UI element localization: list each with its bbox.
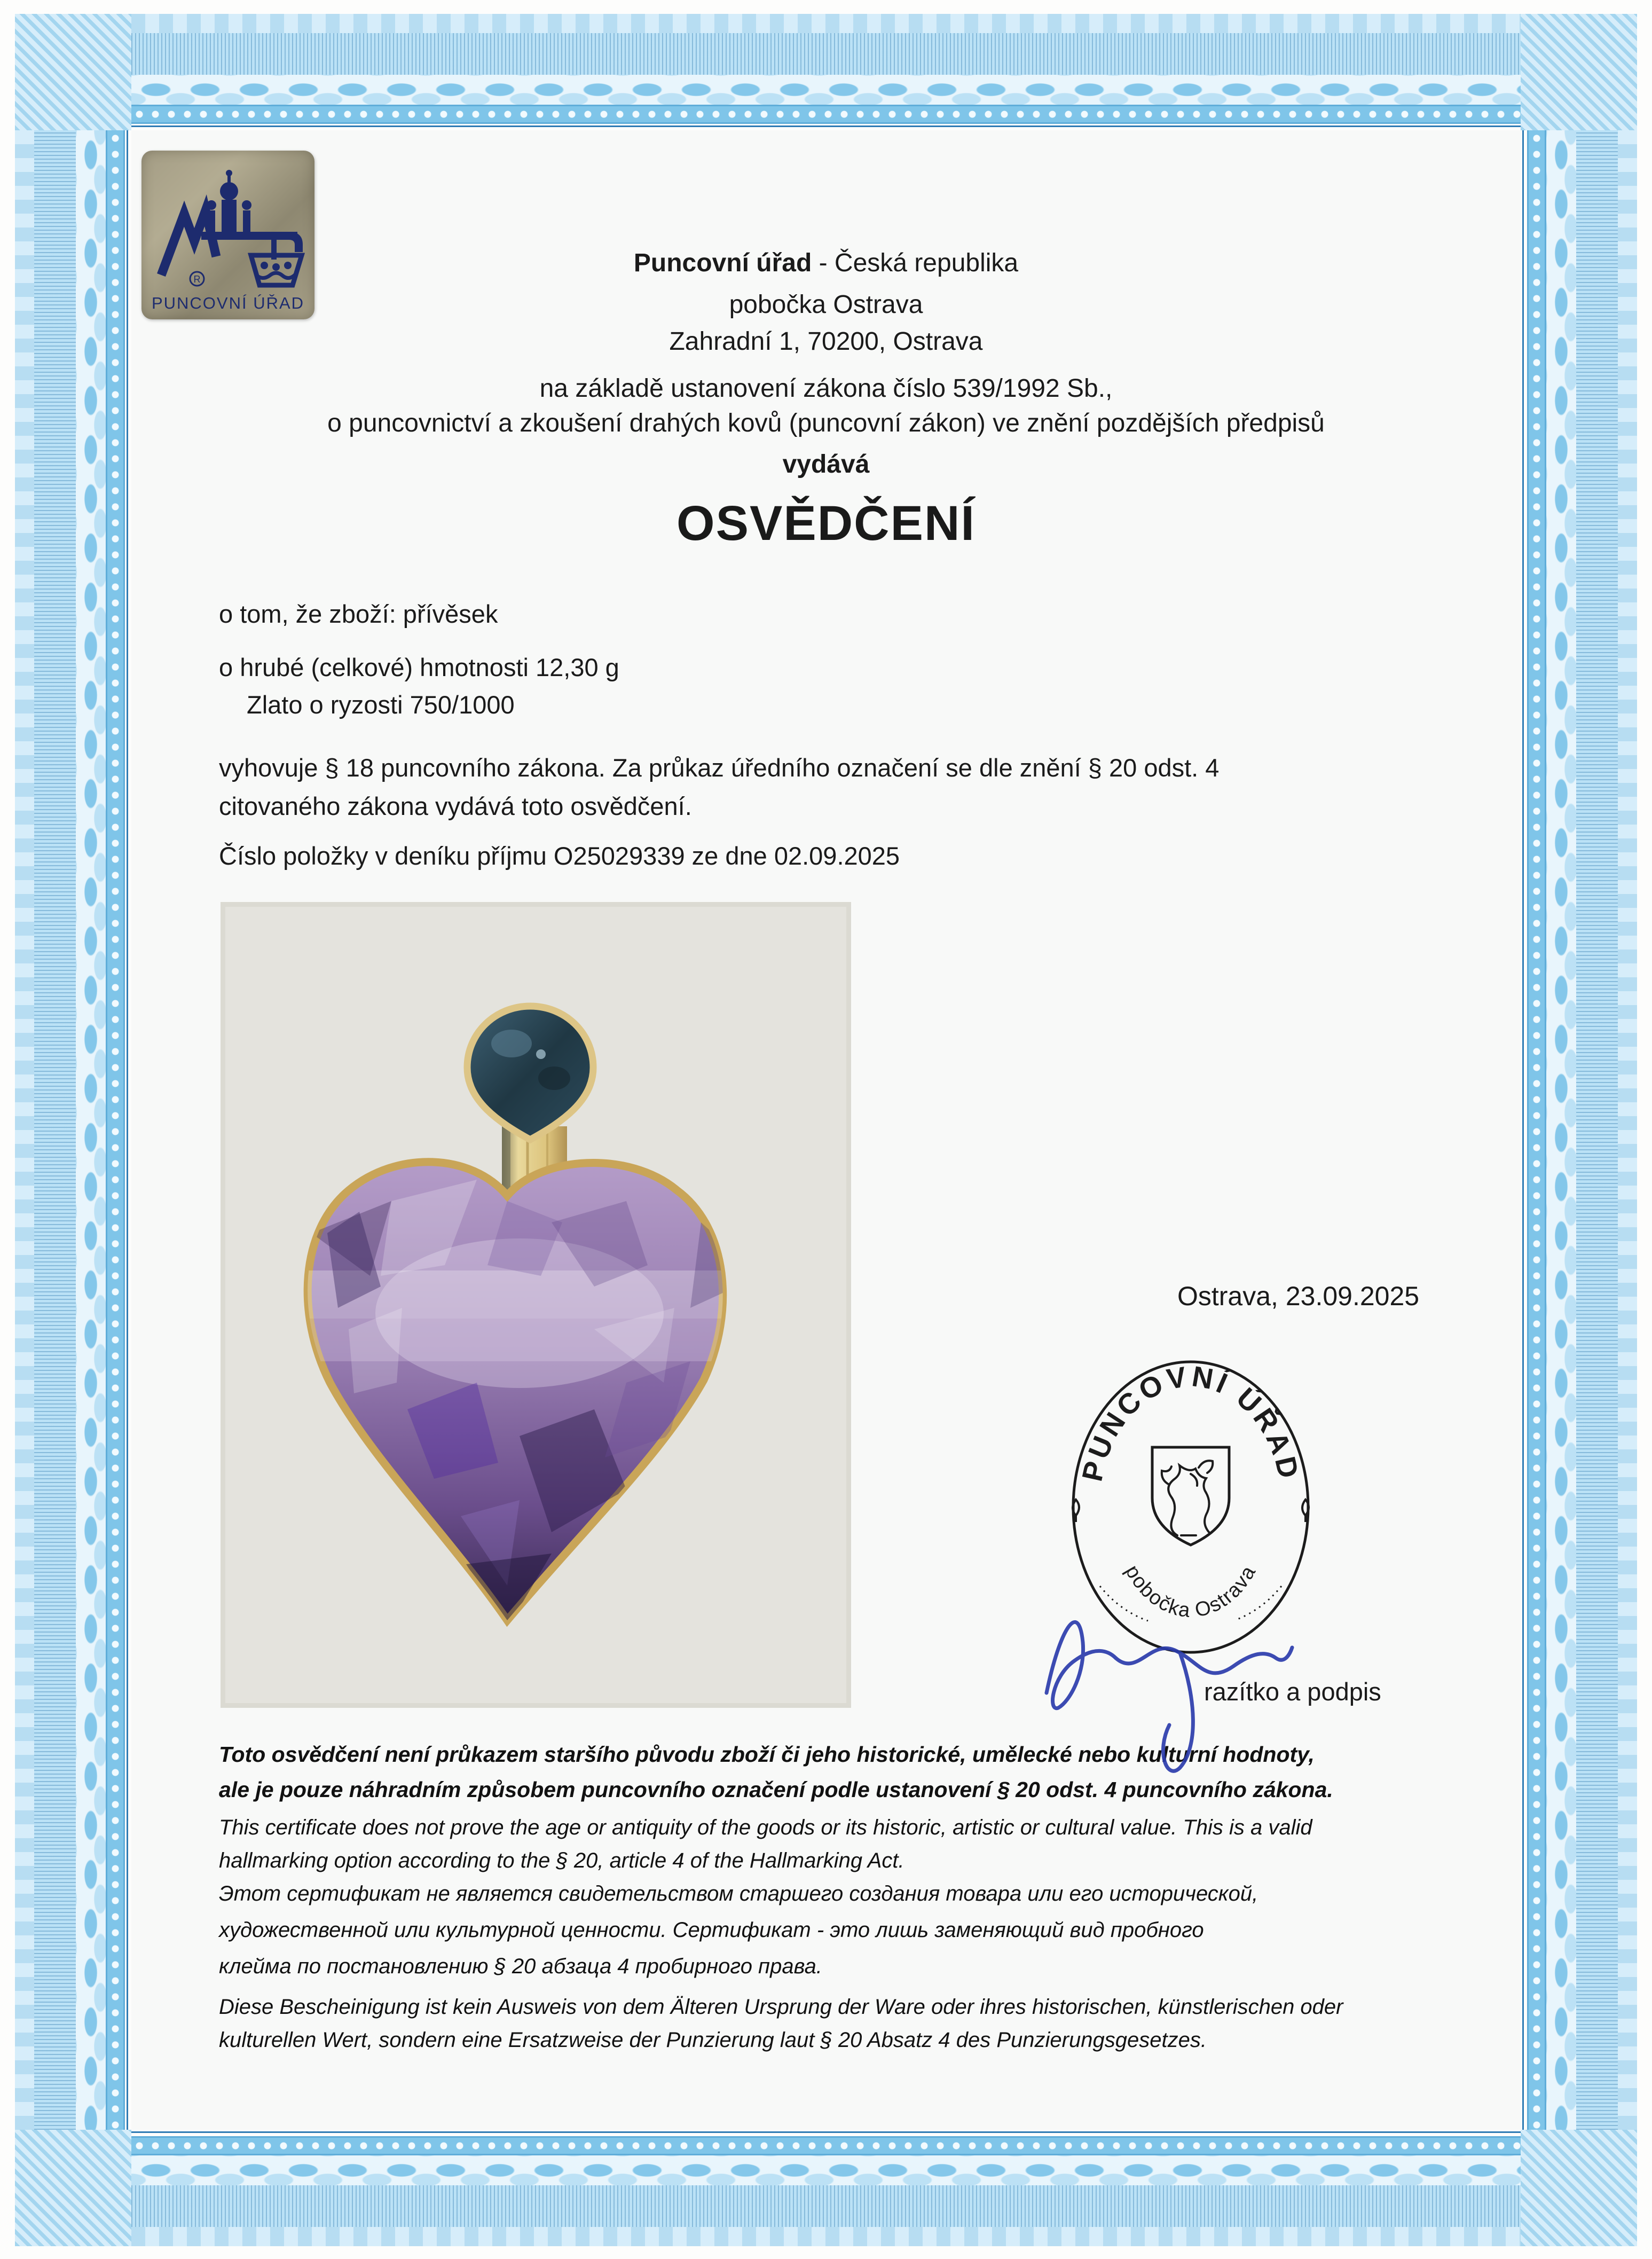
header-address: Zahradní 1, 70200, Ostrava: [669, 327, 983, 356]
border-band-dense: [34, 130, 76, 2130]
stamp-ring-text-top: PUNCOVNÍ ÚŘAD: [1076, 1360, 1305, 1485]
issue-place-date: Ostrava, 23.09.2025: [1177, 1281, 1420, 1311]
compliance-line2: citovaného zákona vydává toto osvědčení.: [219, 792, 692, 820]
authority-name: Puncovní úřad: [633, 249, 812, 277]
item-line: o tom, že zboží: přívěsek: [219, 600, 498, 628]
svg-text:pobočka Ostrava: [1121, 1562, 1261, 1622]
border-band-innerline: [125, 130, 131, 2130]
weight-line: o hrubé (celkové) hmotnosti 12,30 g: [219, 653, 619, 681]
stamp-lion-icon: [1162, 1461, 1213, 1535]
header-branch: pobočka Ostrava: [729, 291, 923, 319]
official-round-stamp: [1073, 1360, 1309, 1652]
page-title: OSVĚDČENÍ: [676, 496, 976, 551]
svg-text:PUNCOVNÍ ÚŘAD: [1076, 1360, 1305, 1484]
border-band-fringe: [15, 130, 34, 2130]
border-band-fringe: [131, 2227, 1521, 2246]
journal-entry-line: Číslo položky v deníku příjmu O25029339 ze dne 02.09.2025: [219, 842, 900, 870]
border-band-wave: [131, 75, 1521, 105]
legal-basis-line2: o puncovnictví a zkoušení drahých kovů (puncovní zákon) ve znění pozdějších předpisů: [327, 409, 1325, 437]
stamp-ring-text-bottom: pobočka Ostrava: [1121, 1561, 1261, 1622]
border-band-innerline: [131, 124, 1521, 130]
border-band-fringe: [131, 14, 1521, 33]
border-band-dense: [131, 2185, 1521, 2227]
border-band-innerline: [131, 2130, 1521, 2136]
border-band-wave: [131, 2155, 1521, 2185]
border-band-dots: [131, 2136, 1521, 2155]
stamp-leaf-icons: [1073, 1500, 1309, 1522]
disclaimer-cs-line1: Toto osvědčení není průkazem staršího původu zboží či jeho historické, umělecké nebo kulturní hodnoty,: [219, 1742, 1315, 1767]
disclaimer-en-line1: This certificate does not prove the age or antiquity of the goods or its historic, artistic or cultural value. This is a valid: [219, 1816, 1312, 1839]
logo-label: PUNCOVNÍ ÚŘAD: [151, 294, 305, 312]
border-band-dots: [1527, 130, 1546, 2130]
border-band-dense: [1576, 130, 1618, 2130]
authority-suffix: - Česká republika: [812, 249, 1019, 277]
border-strip-right: [1521, 130, 1637, 2130]
disclaimer-de-line2: kulturellen Wert, sondern eine Ersatzweise der Punzierung laut § 20 Absatz 4 des Punzierungsgesetzes.: [219, 2028, 1207, 2052]
border-corner-bottom-left: [15, 2130, 131, 2246]
disclaimer-cs-line2: ale je pouze náhradním způsobem puncovního označení podle ustanovení § 20 odst. 4 puncovního zákona.: [219, 1777, 1333, 1802]
border-corner-top-left: [15, 14, 131, 130]
stamp-caption: razítko a podpis: [1204, 1677, 1381, 1706]
legal-basis-line1: na základě ustanovení zákona číslo 539/1992 Sb.,: [539, 374, 1113, 403]
border-strip-bottom: [131, 2130, 1521, 2246]
disclaimer-ru-line2: художественной или культурной ценности. Сертификат - это лишь заменяющий вид пробного: [219, 1918, 1204, 1942]
disclaimer-de-line1: Diese Bescheinigung ist kein Ausweis von dem Älteren Ursprung der Ware oder ihres historischen, künstlerischen oder: [219, 1995, 1343, 2019]
compliance-line1: vyhovuje § 18 puncovního zákona. Za průkaz úředního označení se dle znění § 20 odst. 4: [219, 754, 1220, 782]
border-strip-top: [131, 14, 1521, 130]
disclaimer-ru-line3: клейма по постановлению § 20 абзаца 4 пробирного права.: [219, 1955, 822, 1978]
disclaimer-ru-line1: Этот сертификат не является свидетельством старшего создания товара или его исторической,: [219, 1882, 1258, 1905]
border-band-wave: [1546, 130, 1576, 2130]
pendant-photo: [221, 902, 851, 1708]
header-authority-line: [131, 248, 1521, 278]
border-band-dots: [106, 130, 125, 2130]
border-corner-top-right: [1521, 14, 1637, 130]
disclaimer-en-line2: hallmarking option according to the § 20, article 4 of the Hallmarking Act.: [219, 1849, 904, 1872]
border-band-innerline: [1521, 130, 1527, 2130]
border-band-fringe: [1618, 130, 1637, 2130]
stamp-and-signature: [1014, 1351, 1399, 1789]
issues-word: vydává: [782, 450, 870, 479]
stamp-shield-icon: [1152, 1447, 1229, 1545]
border-band-wave: [76, 130, 106, 2130]
svg-text:R: R: [193, 274, 201, 285]
border-band-dense: [131, 33, 1521, 75]
border-strip-left: [15, 130, 131, 2130]
border-corner-bottom-right: [1521, 2130, 1637, 2246]
fineness-line: Zlato o ryzosti 750/1000: [247, 691, 515, 719]
border-band-dots: [131, 105, 1521, 124]
